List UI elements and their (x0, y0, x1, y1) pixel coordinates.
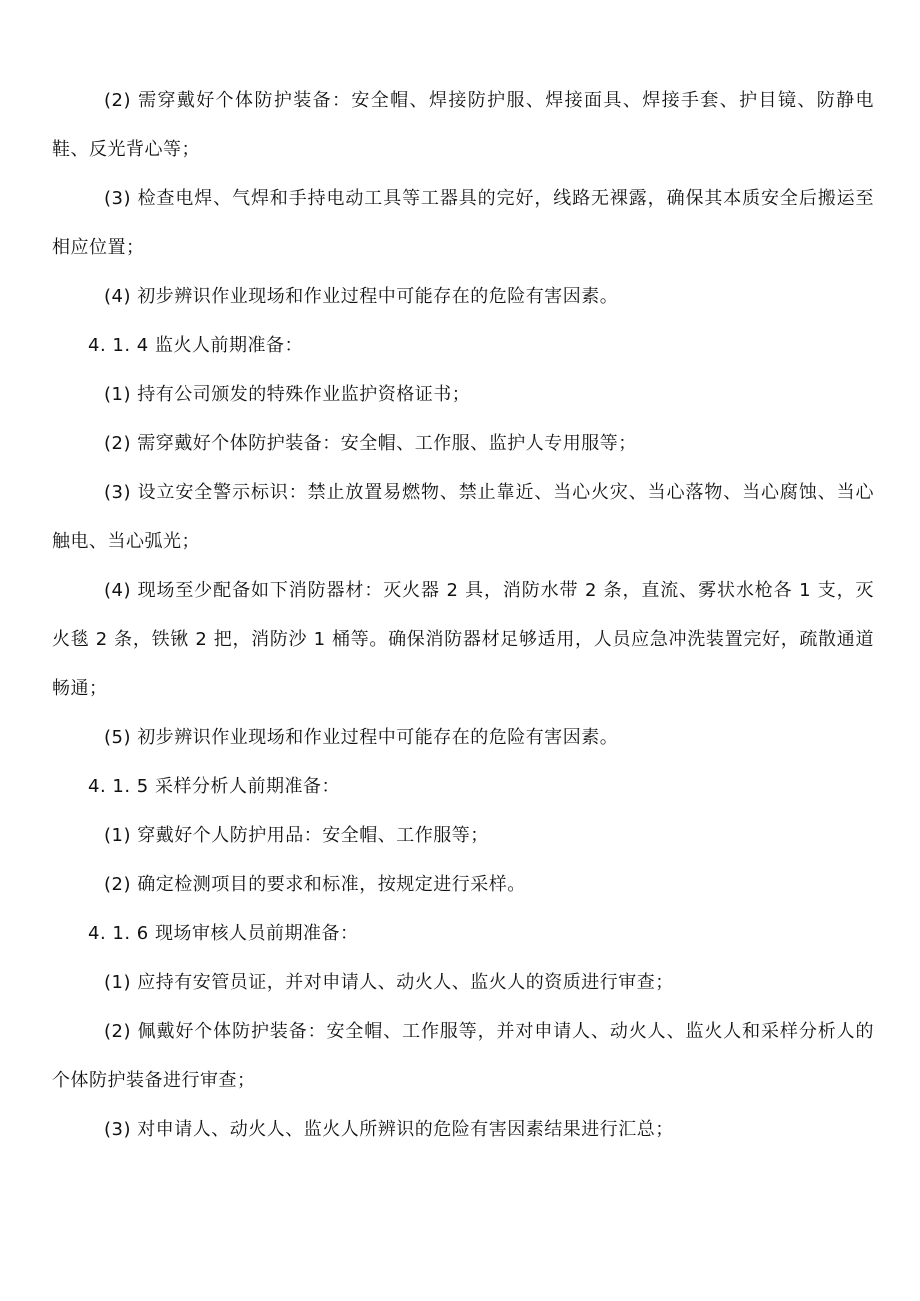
document-body (0, 76, 920, 1154)
paragraph-sampler-ppe: (1) 穿戴好个人防护用品：安全帽、工作服等； (104, 825, 489, 846)
paragraph-welder-ppe: (2) 需穿戴好个体防护装备：安全帽、焊接防护服、焊接面具、焊接手套、护目镜、防静电鞋、反光背心等； (52, 90, 874, 160)
paragraph-watcher-hazards: (5) 初步辨识作业现场和作业过程中可能存在的危险有害因素。 (104, 727, 619, 748)
paragraph-reviewer-certificate: (1) 应持有安管员证，并对申请人、动火人、监火人的资质进行审查； (104, 972, 674, 993)
paragraph-check-tools: (3) 检查电焊、气焊和手持电动工具等工器具的完好，线路无裸露，确保其本质安全后搬运至相应位置； (52, 188, 874, 258)
paragraph-watcher-certificate: (1) 持有公司颁发的特殊作业监护资格证书； (104, 384, 471, 405)
paragraph-welder-hazards: (4) 初步辨识作业现场和作业过程中可能存在的危险有害因素。 (104, 286, 619, 307)
paragraph-warning-signs: (3) 设立安全警示标识：禁止放置易燃物、禁止靠近、当心火灾、当心落物、当心腐蚀、当心触电、当心弧光； (52, 482, 874, 552)
paragraph-reviewer-ppe: (2) 佩戴好个体防护装备：安全帽、工作服等，并对申请人、动火人、监火人和采样分析人的个体防护装备进行审查； (52, 1021, 874, 1091)
section-heading-4-1-6: 4. 1. 6 现场审核人员前期准备： (88, 923, 359, 944)
paragraph-watcher-ppe: (2) 需穿戴好个体防护装备：安全帽、工作服、监护人专用服等； (104, 433, 637, 454)
paragraph-fire-equipment: (4) 现场至少配备如下消防器材：灭火器 2 具，消防水带 2 条，直流、雾状水枪各 1 支，灭火毯 2 条，铁锹 2 把，消防沙 1 桶等。确保消防器材足够适用，人员应急冲洗装置完好，疏散通道畅通； (52, 580, 874, 699)
section-heading-4-1-5: 4. 1. 5 采样分析人前期准备： (88, 776, 340, 797)
paragraph-sampling-standard: (2) 确定检测项目的要求和标准，按规定进行采样。 (104, 874, 526, 895)
section-heading-4-1-4: 4. 1. 4 监火人前期准备： (88, 335, 303, 356)
paragraph-hazard-summary: (3) 对申请人、动火人、监火人所辨识的危险有害因素结果进行汇总； (104, 1119, 674, 1140)
